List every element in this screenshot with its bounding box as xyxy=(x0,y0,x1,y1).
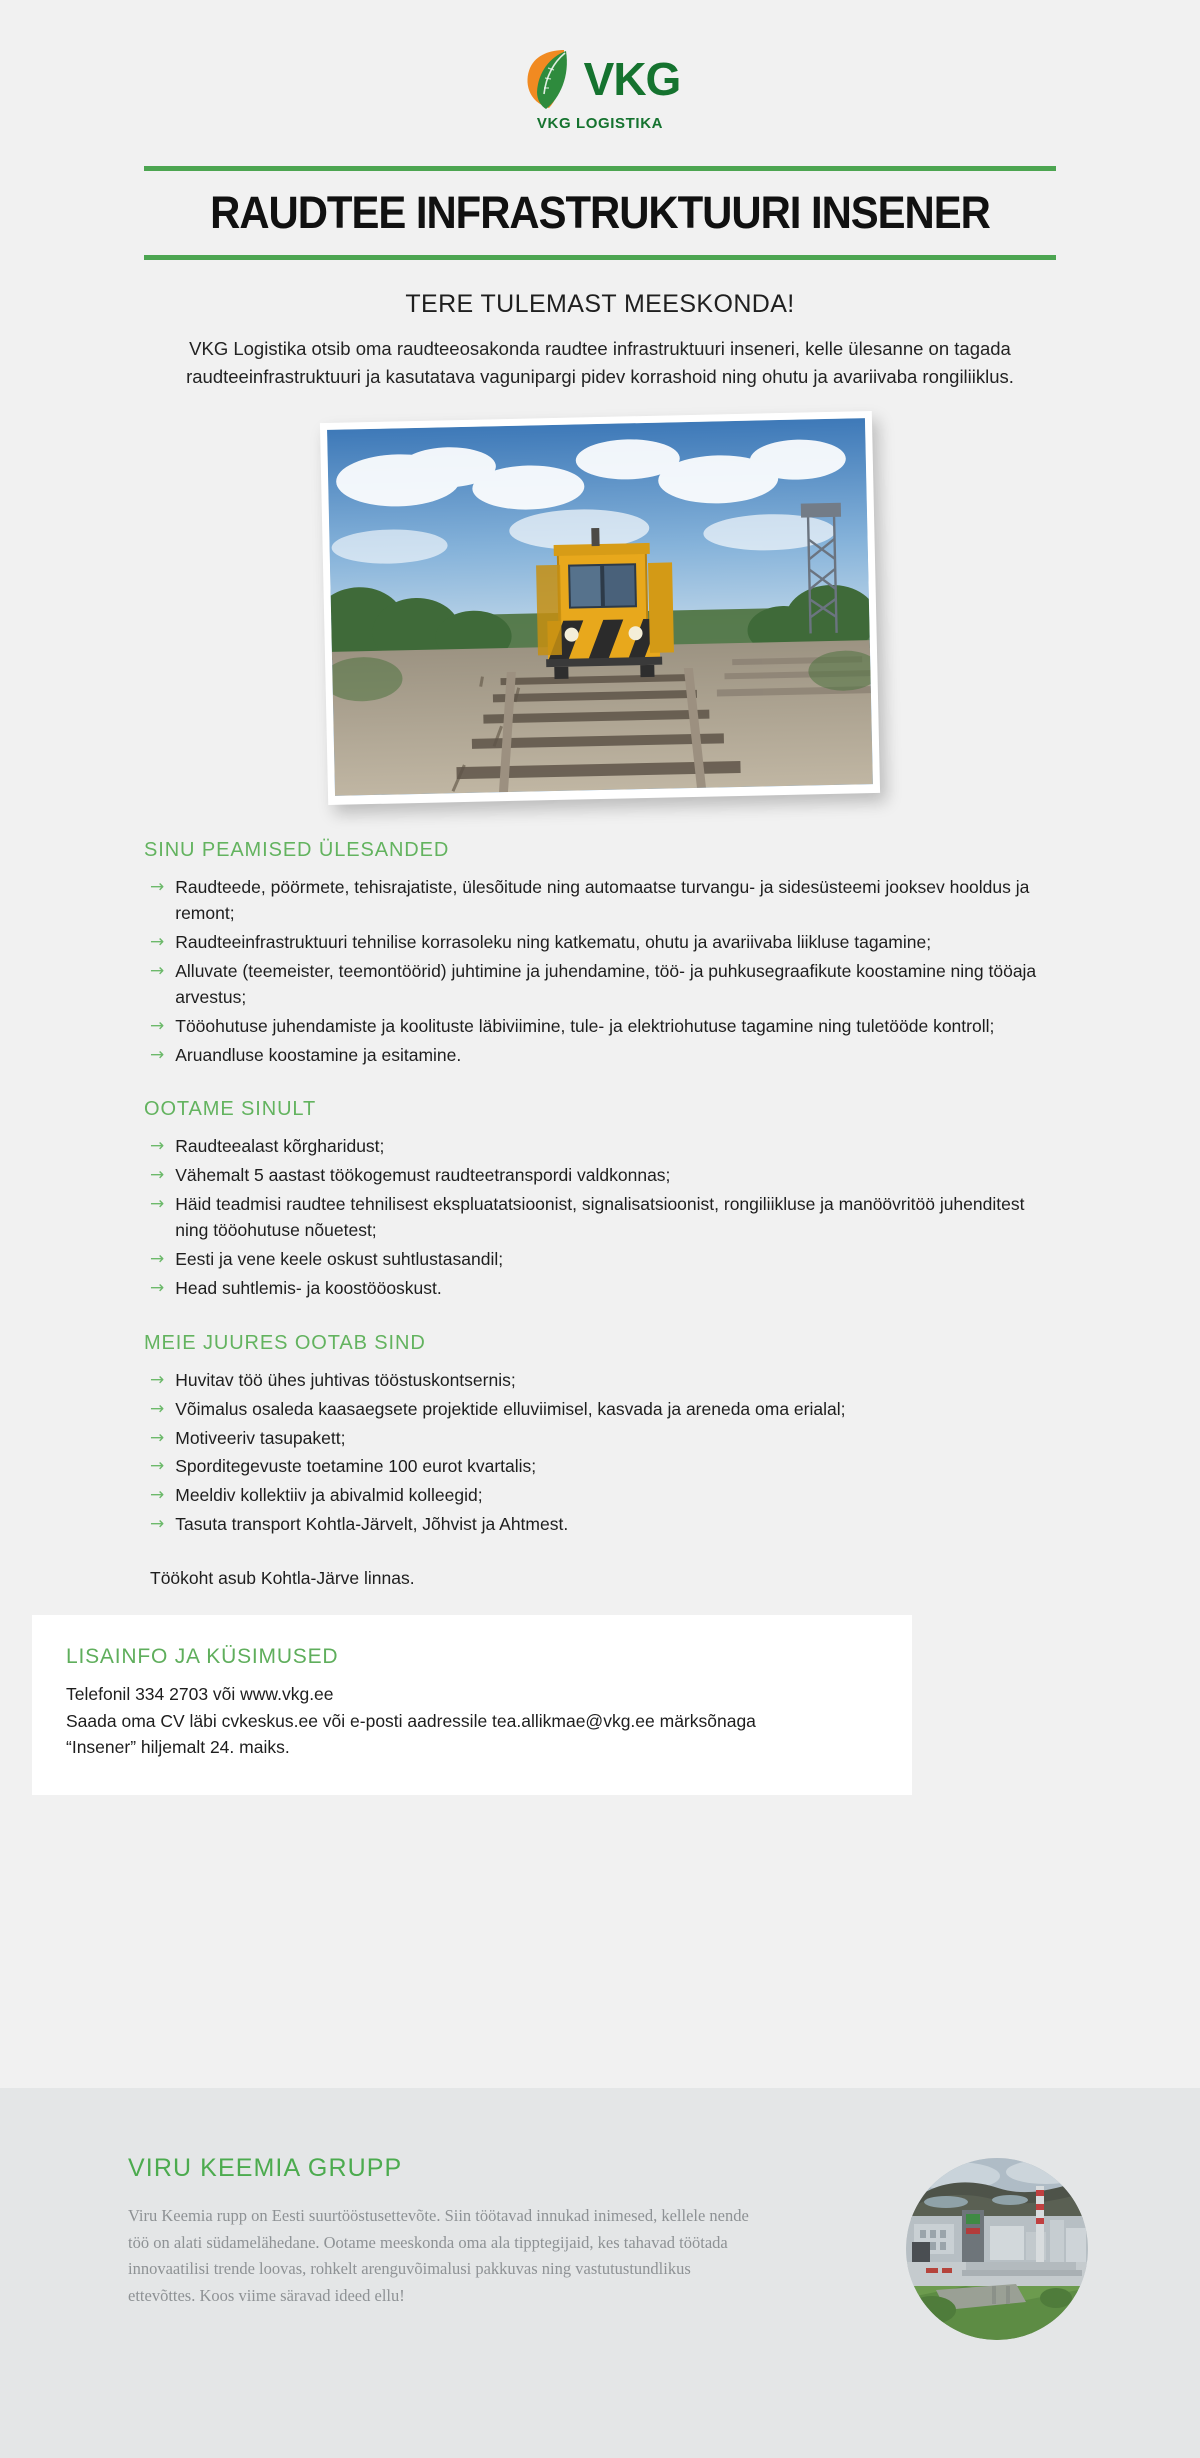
logo-row xyxy=(520,48,681,110)
intro-block xyxy=(170,290,1030,391)
footer-inner xyxy=(70,2088,1130,2340)
list-item-text: Raudteeinfrastruktuuri tehnilise korrasoleku ning katkematu, ohutu ja avariivaba liikluse tagamine; xyxy=(175,932,932,952)
list-item-text: Raudteealast kõrgharidust; xyxy=(175,1136,385,1157)
list-item xyxy=(144,1163,1056,1189)
list-item xyxy=(144,1043,1056,1069)
list-item xyxy=(144,1426,1056,1452)
list-item-text: Motiveeriv tasupakett; xyxy=(175,1427,346,1448)
arrow-bullet-icon: → xyxy=(150,1456,165,1477)
list-item-text: Tööohutuse juhendamiste ja koolituste läbiviimine, tule- ja elektriohutuse tagamine ning tuletööde kontroll; xyxy=(175,1015,995,1036)
arrow-bullet-icon: → xyxy=(150,1165,165,1186)
arrow-bullet-icon: → xyxy=(150,1015,165,1036)
section-heading: OOTAME SINULT xyxy=(144,1098,317,1121)
content-sections xyxy=(144,799,1056,1589)
arrow-bullet-icon: → xyxy=(150,1194,165,1215)
section-heading: MEIE JUURES OOTAB SIND xyxy=(144,1331,426,1354)
requirement-list xyxy=(144,1134,1056,1301)
arrow-bullet-icon: → xyxy=(150,1398,165,1419)
list-item xyxy=(144,1397,1056,1423)
section-tasks xyxy=(144,839,1056,1068)
contact-box xyxy=(32,1615,912,1795)
contact-phone-line[interactable]: Telefonil 334 2703 või www.vkg.ee xyxy=(66,1684,334,1705)
list-item-text: Raudteede, pöörmete, tehisrajatiste, ülesõitude ning automaatse turvangu- ja sidesüsteemi jooksev hooldus ja remont; xyxy=(175,877,1030,924)
arrow-bullet-icon: → xyxy=(150,1369,165,1390)
arrow-bullet-icon: → xyxy=(150,877,165,898)
section-heading: SINU PEAMISED ÜLESANDED xyxy=(144,839,450,862)
section-benefits xyxy=(144,1332,1056,1538)
list-item xyxy=(144,1368,1056,1394)
list-item xyxy=(144,1192,1056,1244)
list-item-text: Meeldiv kollektiiv ja abivalmid kolleegid; xyxy=(175,1485,483,1506)
arrow-bullet-icon: → xyxy=(150,960,165,981)
list-item xyxy=(144,930,1056,956)
arrow-bullet-icon: → xyxy=(150,1277,165,1298)
list-item xyxy=(144,1454,1056,1480)
footer xyxy=(0,2088,1200,2458)
list-item xyxy=(144,875,1056,927)
company-logo xyxy=(0,0,1200,132)
list-item-text: Eesti ja vene keele oskust suhtlustasandil; xyxy=(175,1249,504,1270)
footer-title: VIRU KEEMIA GRUPP xyxy=(128,2154,403,2182)
contact-deadline-line: “Insener” hiljemalt 24. maiks. xyxy=(66,1737,290,1758)
intro-body: VKG Logistika otsib oma raudteeosakonda raudtee infrastruktuuri inseneri, kelle ülesanne on tagada raudteeinfrastruktuuri ja kasutatava vagunipargi pidev korrashoid ning ohutu ja avariivaba rongiliiklus. xyxy=(186,338,1014,388)
list-item-text: Häid teadmisi raudtee tehnilisest ekspluatatsioonist, signalisatsioonist, rongiliikluse ja manöövritöö juhenditest ning tööohutuse nõuetest; xyxy=(175,1194,1025,1241)
section-requirements xyxy=(144,1098,1056,1301)
arrow-bullet-icon: → xyxy=(150,1514,165,1535)
list-item xyxy=(144,959,1056,1011)
contact-email-line[interactable]: Saada oma CV läbi cvkeskus.ee või e-posti aadressile tea.allikmae@vkg.ee märksõnaga xyxy=(66,1710,756,1731)
hero-photo-card xyxy=(320,411,880,805)
title-block xyxy=(144,166,1056,260)
list-item xyxy=(144,1276,1056,1302)
arrow-bullet-icon: → xyxy=(150,932,165,952)
list-item-text: Vähemalt 5 aastast töökogemust raudteetranspordi valdkonnas; xyxy=(175,1165,671,1186)
vkg-leaf-icon xyxy=(520,48,578,110)
intro-heading: TERE TULEMAST MEESKONDA! xyxy=(405,290,795,318)
list-item xyxy=(144,1014,1056,1040)
footer-body: Viru Keemia rupp on Eesti suurtööstusettevõte. Siin töötavad innukad inimesed, kellele nende töö on alati südamelähedane. Ootame meeskonda oma ala tipptegijaid, kes tahavad töötada innovaatilisi trende loovas, rohkelt arenguvõimalusi pakkuvas ning vastutustundlikus ettevõttes. Koos viime säravad ideed ellu! xyxy=(128,2206,749,2306)
railway-track-machine-photo xyxy=(327,418,873,796)
logo-wordmark: VKG xyxy=(583,53,681,105)
list-item-text: Võimalus osaleda kaasaegsete projektide elluviimisel, kasvada ja areneda oma erialal; xyxy=(175,1398,846,1419)
list-item-text: Alluvate (teemeister, teemontöörid) juhtimine ja juhendamine, töö- ja puhkusegraafikute koostamine ning tööaja arvestus; xyxy=(175,960,1037,1007)
list-item-text: Sporditegevuste toetamine 100 eurot kvartalis; xyxy=(175,1456,537,1477)
benefit-list xyxy=(144,1368,1056,1538)
location-note: Töökoht asub Kohtla-Järve linnas. xyxy=(150,1568,415,1589)
list-item xyxy=(144,1134,1056,1160)
task-list xyxy=(144,875,1056,1068)
arrow-bullet-icon: → xyxy=(150,1044,165,1065)
list-item xyxy=(144,1512,1056,1538)
list-item-text: Head suhtlemis- ja koostööoskust. xyxy=(175,1277,442,1298)
contact-heading: LISAINFO JA KÜSIMUSED xyxy=(66,1645,339,1669)
page-title: RAUDTEE INFRASTRUKTUURI INSENER xyxy=(210,187,990,238)
title-rule-bottom xyxy=(144,255,1056,260)
list-item-text: Tasuta transport Kohtla-Järvelt, Jõhvist ja Ahtmest. xyxy=(175,1514,569,1535)
list-item xyxy=(144,1247,1056,1273)
viru-keemia-plant-photo xyxy=(906,2158,1088,2340)
list-item xyxy=(144,1483,1056,1509)
list-item-text: Aruandluse koostamine ja esitamine. xyxy=(175,1044,462,1065)
list-item-text: Huvitav töö ühes juhtivas tööstuskontsernis; xyxy=(175,1369,516,1390)
arrow-bullet-icon: → xyxy=(150,1136,165,1157)
footer-left xyxy=(70,2154,760,2310)
logo-subtitle: VKG LOGISTIKA xyxy=(536,115,664,132)
arrow-bullet-icon: → xyxy=(150,1427,165,1448)
arrow-bullet-icon: → xyxy=(150,1485,165,1506)
arrow-bullet-icon: → xyxy=(150,1249,165,1270)
hero-photo-wrap xyxy=(320,417,880,799)
